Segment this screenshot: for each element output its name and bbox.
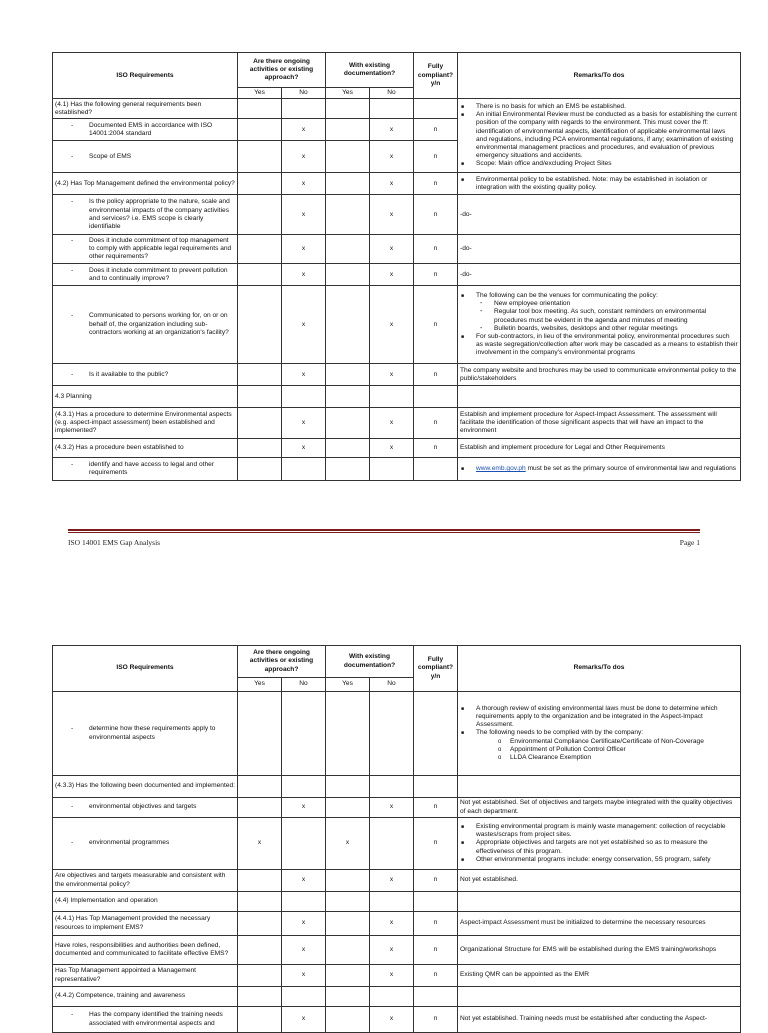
table-row	[53, 235, 741, 264]
requirement-cell: - Communicated to persons working for, on or on behalf of, the organization including sub-contractors working at an organization's facility?	[53, 286, 238, 364]
compliance-value: n	[414, 173, 458, 195]
remarks-cell	[458, 99, 741, 173]
header-existing-documentation: With existing documentation?	[326, 646, 414, 678]
remark-bullet: ■ A thorough review of existing environmental laws must be done to determine which requirements apply to the organization and be integrated in the Aspect-Impact Assessment.	[476, 705, 738, 730]
section-heading-cell: 4.3 Planning	[53, 386, 238, 408]
remarks-list	[460, 103, 738, 169]
ongoing-no-mark: x	[282, 965, 326, 987]
documentation-no-mark: x	[370, 264, 414, 286]
documentation-no-mark: x	[370, 912, 414, 936]
remarks-list	[460, 705, 738, 763]
compliance-value: n	[414, 119, 458, 141]
compliance-value: n	[414, 936, 458, 965]
header-existing-documentation: With existing documentation?	[326, 53, 414, 88]
remarks-cell	[458, 818, 741, 870]
subheader-yes: Yes	[326, 88, 370, 99]
compliance-value: n	[414, 141, 458, 173]
remark-sub-item: o Environmental Compliance Certificate/Certificate of Non-Coverage	[510, 738, 738, 746]
requirement-cell: - Does it include commitment of top management to comply with applicable legal requirements and other requirements?	[53, 235, 238, 264]
remarks-cell: Aspect-impact Assessment must be initialized to determine the necessary resources	[458, 912, 741, 936]
remarks-cell: -do-	[458, 195, 741, 235]
compliance-value: n	[414, 195, 458, 235]
remark-bullet: ■ Existing environmental program is mainly waste management: collection of recyclable wastes/scraps from project sites.	[476, 823, 738, 839]
compliance-value: n	[414, 264, 458, 286]
requirement-cell: - determine how these requirements apply to environmental aspects	[53, 692, 238, 776]
documentation-yes-mark: x	[326, 818, 370, 870]
remarks-cell: Establish and implement procedure for Aspect-Impact Assessment. The assessment will facilitate the identification of those significant aspects that will have an impact to the environment	[458, 408, 741, 439]
ongoing-no-mark: x	[282, 235, 326, 264]
remarks-cell: -do-	[458, 235, 741, 264]
remarks-cell: Establish and implement procedure for Legal and Other Requirements	[458, 439, 741, 458]
requirement-cell: Has Top Management appointed a Management representative?	[53, 965, 238, 987]
documentation-no-mark: x	[370, 439, 414, 458]
section-heading-cell: (4.4) Implementation and operation	[53, 892, 238, 912]
requirement-cell: - Is the policy appropriate to the nature, scale and environmental impacts of the company activities and services? i.e. EMS scope is clearly identifiable	[53, 195, 238, 235]
ongoing-no-mark: x	[282, 439, 326, 458]
remark-dash-item: - Bulletin boards, websites, desktops and other regular meetings	[494, 325, 738, 333]
table-row	[53, 364, 741, 386]
ongoing-no-mark: x	[282, 912, 326, 936]
remark-bullet: ■ www.emb.gov.ph must be set as the primary source of environmental law and regulations	[476, 465, 738, 473]
ongoing-no-mark: x	[282, 119, 326, 141]
footer-document-title: ISO 14001 EMS Gap Analysis	[68, 538, 161, 547]
table-row	[53, 1007, 741, 1033]
compliance-value: n	[414, 818, 458, 870]
header-row	[53, 646, 741, 678]
ongoing-no-mark: x	[282, 1007, 326, 1033]
gap-analysis-table	[52, 645, 741, 1033]
header-remarks: Remarks/To dos	[458, 646, 741, 692]
header-ongoing-activities: Are there ongoing activities or existing approach?	[238, 646, 326, 678]
table-row	[53, 408, 741, 439]
subheader-no: No	[282, 678, 326, 692]
table-row	[53, 965, 741, 987]
requirement-cell: - Does it include commitment to prevent pollution and to continually improve?	[53, 264, 238, 286]
table-row	[53, 386, 741, 408]
table-row	[53, 458, 741, 481]
requirement-cell: - Is it available to the public?	[53, 364, 238, 386]
remarks-cell	[458, 286, 741, 364]
subheader-yes: Yes	[238, 88, 282, 99]
remarks-cell	[458, 173, 741, 195]
header-remarks: Remarks/To dos	[458, 53, 741, 99]
compliance-value: n	[414, 870, 458, 892]
remark-sub-item: o Appointment of Pollution Control Officer	[510, 746, 738, 754]
remarks-cell: Not yet established. Training needs must be established after conducting the Aspect-	[458, 1007, 741, 1033]
ongoing-no-mark: x	[282, 264, 326, 286]
ongoing-no-mark: x	[282, 173, 326, 195]
ongoing-no-mark: x	[282, 195, 326, 235]
subheader-no: No	[370, 678, 414, 692]
ongoing-no-mark: x	[282, 286, 326, 364]
compliance-value: n	[414, 286, 458, 364]
remarks-cell: The company website and brochures may be used to communicate environmental policy to the public/stakeholders	[458, 364, 741, 386]
table-row	[53, 264, 741, 286]
header-iso-requirements: ISO Requirements	[53, 53, 238, 99]
compliance-value: n	[414, 1007, 458, 1033]
requirement-cell: - Has the company identified the training needs associated with environmental aspects and	[53, 1007, 238, 1033]
remark-bullet: ■ There is no basis for which an EMS be established.	[476, 103, 738, 111]
remarks-list	[460, 292, 738, 358]
footer-rule	[68, 529, 700, 531]
subheader-yes: Yes	[238, 678, 282, 692]
page-1-table-block	[52, 52, 740, 481]
requirement-cell: - Scope of EMS	[53, 141, 238, 173]
documentation-no-mark: x	[370, 364, 414, 386]
documentation-no-mark: x	[370, 408, 414, 439]
table-row	[53, 936, 741, 965]
requirement-cell: - Documented EMS in accordance with ISO 14001:2004 standard	[53, 119, 238, 141]
compliance-value: n	[414, 408, 458, 439]
table-row	[53, 776, 741, 798]
remarks-cell: Existing QMR can be appointed as the EMR	[458, 965, 741, 987]
documentation-no-mark: x	[370, 965, 414, 987]
table-row	[53, 99, 741, 119]
table-row	[53, 195, 741, 235]
header-iso-requirements: ISO Requirements	[53, 646, 238, 692]
subheader-no: No	[370, 88, 414, 99]
requirement-cell: (4.2) Has Top Management defined the environmental policy?	[53, 173, 238, 195]
remark-bullet: ■ An initial Environmental Review must be conducted as a basis for establishing the current position of the company with regards to the environment. This must cover the ff: identification of environmental aspects, identification of applicable environmental laws and regulations, including PCA environmental regulations, if any; examination of existing environmental management practices and procedures, and evaluation of previous emergency situations and accidents.	[476, 111, 738, 160]
remarks-list	[460, 823, 738, 864]
remarks-cell: Not yet established.	[458, 870, 741, 892]
header-ongoing-activities: Are there ongoing activities or existing approach?	[238, 53, 326, 88]
requirement-cell: (4.3.3) Has the following been documented and implemented:	[53, 776, 238, 798]
emb-website-link[interactable]: www.emb.gov.ph	[476, 465, 526, 473]
remark-bullet: ■ The following can be the venues for communicating the policy:	[476, 292, 738, 300]
table-row	[53, 818, 741, 870]
remarks-cell: Organizational Structure for EMS will be established during the EMS training/workshops	[458, 936, 741, 965]
table-row	[53, 892, 741, 912]
remark-bullet: ■ For sub-contractors, in lieu of the environmental policy, environmental procedures such as waste segregation/collection after work may be cascaded as a means to establish their involvement in the company's environmental programs	[476, 333, 738, 358]
documentation-no-mark: x	[370, 870, 414, 892]
compliance-value: n	[414, 965, 458, 987]
compliance-value: n	[414, 439, 458, 458]
ongoing-no-mark: x	[282, 870, 326, 892]
documentation-no-mark: x	[370, 195, 414, 235]
subheader-yes: Yes	[326, 678, 370, 692]
header-fully-compliant: Fully compliant? y/n	[414, 646, 458, 692]
remarks-cell: Not yet established. Set of objectives and targets maybe integrated with the quality objectives of each department.	[458, 798, 741, 818]
table-row	[53, 987, 741, 1007]
table-row	[53, 870, 741, 892]
footer-page-number: Page 1	[679, 538, 700, 547]
documentation-no-mark: x	[370, 173, 414, 195]
ongoing-no-mark: x	[282, 798, 326, 818]
remark-dash-item: - Regular tool box meeting. As such, constant reminders on environmental procedures must be evident in the agenda and minutes of meeting	[494, 308, 738, 324]
requirement-cell: (4.1) Has the following general requirements been established?	[53, 99, 238, 119]
documentation-no-mark: x	[370, 1007, 414, 1033]
page-footer	[68, 529, 700, 547]
remark-bullet: ■ The following needs to be complied with by the company:	[476, 729, 738, 737]
gap-analysis-table	[52, 52, 741, 481]
requirement-cell: - identify and have access to legal and other requirements	[53, 458, 238, 481]
requirement-cell: (4.3.2) Has a procedure been established to	[53, 439, 238, 458]
compliance-value: n	[414, 235, 458, 264]
compliance-value: n	[414, 364, 458, 386]
header-row	[53, 53, 741, 88]
remark-dash-item: - New employee orientation	[494, 300, 738, 308]
section-heading-cell: (4.4.2) Competence, training and awareness	[53, 987, 238, 1007]
requirement-cell: (4.3.1) Has a procedure to determine Environmental aspects (e.g. aspect-impact assessment) been established and implemented?	[53, 408, 238, 439]
documentation-no-mark: x	[370, 235, 414, 264]
ongoing-no-mark: x	[282, 364, 326, 386]
remarks-cell: -do-	[458, 264, 741, 286]
documentation-no-mark: x	[370, 141, 414, 173]
requirement-cell: (4.4.1) Has Top Management provided the necessary resources to implement EMS?	[53, 912, 238, 936]
requirement-cell: Are objectives and targets measurable and consistent with the environmental policy?	[53, 870, 238, 892]
documentation-no-mark: x	[370, 936, 414, 965]
ongoing-no-mark: x	[282, 936, 326, 965]
remarks-cell	[458, 692, 741, 776]
compliance-value: n	[414, 798, 458, 818]
requirement-cell: Have roles, responsibilities and authorities been defined, documented and communicated to facilitate effective EMS?	[53, 936, 238, 965]
table-row	[53, 798, 741, 818]
documentation-no-mark: x	[370, 119, 414, 141]
ongoing-no-mark: x	[282, 141, 326, 173]
table-row	[53, 439, 741, 458]
header-fully-compliant: Fully compliant? y/n	[414, 53, 458, 99]
remark-bullet: ■ Scope: Main office and/excluding Project Sites	[476, 160, 738, 168]
remark-bullet: ■ Other environmental programs include: energy conservation, 5S program, safety	[476, 856, 738, 864]
subheader-no: No	[282, 88, 326, 99]
compliance-value: n	[414, 912, 458, 936]
table-row	[53, 173, 741, 195]
table-row	[53, 912, 741, 936]
table-row	[53, 692, 741, 776]
footer-rule	[68, 532, 700, 533]
table-row	[53, 286, 741, 364]
ongoing-yes-mark: x	[238, 818, 282, 870]
remarks-cell	[458, 458, 741, 481]
remark-bullet: ■ Appropriate objectives and targets are not yet established so as to measure the effectiveness of this program.	[476, 839, 738, 855]
remark-sub-item: o LLDA Clearance Exemption	[510, 754, 738, 762]
documentation-no-mark: x	[370, 286, 414, 364]
requirement-cell: - environmental programmes	[53, 818, 238, 870]
requirement-cell: - environmental objectives and targets	[53, 798, 238, 818]
documentation-no-mark: x	[370, 798, 414, 818]
remark-bullet: ■ Environmental policy to be established. Note: may be established in isolation or integration with the existing quality policy.	[476, 176, 738, 192]
ongoing-no-mark: x	[282, 408, 326, 439]
page-2-table-block	[52, 645, 740, 1033]
